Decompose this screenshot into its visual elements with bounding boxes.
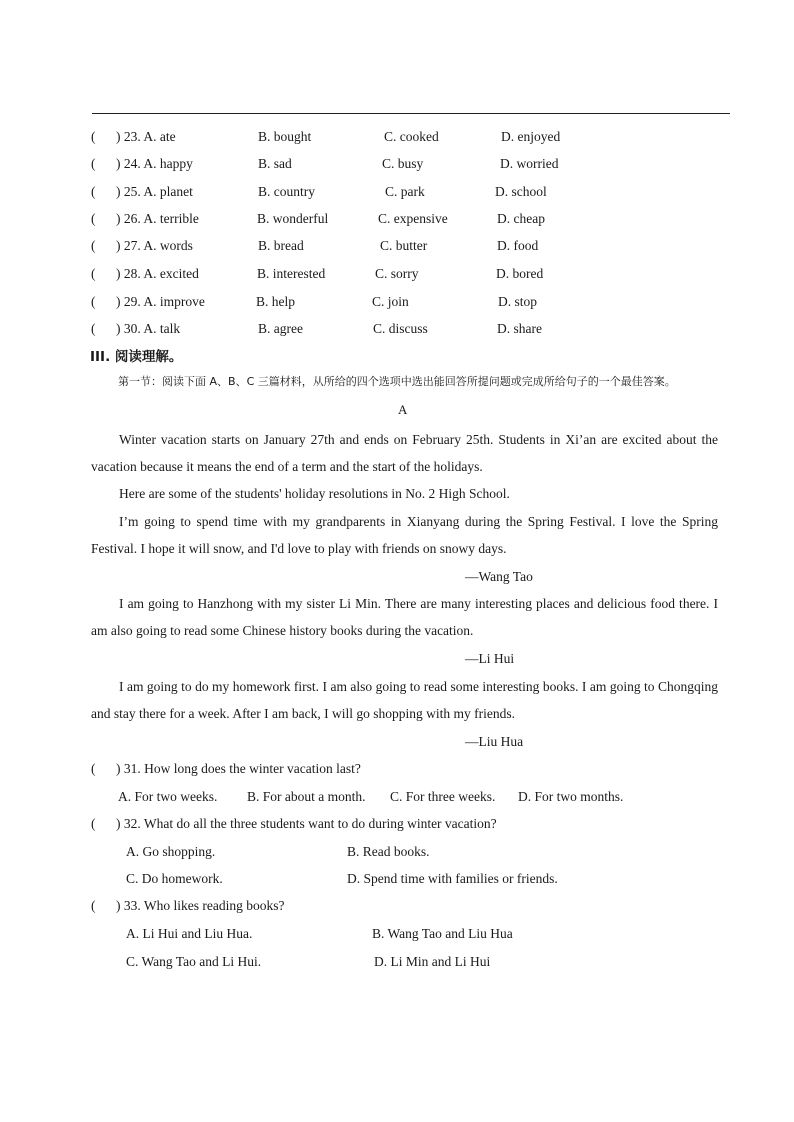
option-d: D. Li Min and Li Hui (374, 954, 491, 969)
option-c: C. Wang Tao and Li Hui. (126, 954, 262, 969)
cloze-option-d: D. stop (498, 294, 538, 309)
option-c: C. For three weeks. (390, 789, 496, 804)
option-b: B. Wang Tao and Liu Hua (372, 926, 513, 941)
option-c: C. Do homework. (126, 871, 223, 886)
cloze-option-b: B. bread (258, 238, 304, 253)
cloze-option-d: D. bored (496, 266, 544, 281)
top-rule (92, 113, 730, 114)
answer-paren: ( (91, 294, 96, 309)
section-instruction: 第一节：阅读下面 A、B、C 三篇材料，从所给的四个选项中选出能回答所提问题或完成所给句子的一个最佳答案。 (118, 375, 676, 388)
answer-paren: ( (91, 816, 96, 831)
cloze-option-b: B. interested (257, 266, 326, 281)
cloze-option-d: D. school (495, 184, 547, 199)
cloze-option-d: D. worried (500, 156, 559, 171)
passage-paragraph (91, 673, 718, 727)
answer-paren: ( (91, 129, 96, 144)
passage-paragraph (91, 590, 718, 644)
cloze-option-a: ) 27. A. words (116, 238, 193, 253)
cloze-option-b: B. help (256, 294, 295, 309)
option-a: A. For two weeks. (118, 789, 218, 804)
option-d: D. Spend time with families or friends. (347, 871, 558, 886)
cloze-option-d: D. share (497, 321, 542, 336)
cloze-option-a: ) 23. A. ate (116, 129, 176, 144)
option-b: B. Read books. (347, 844, 430, 859)
cloze-option-c: C. cooked (384, 129, 439, 144)
option-d: D. For two months. (518, 789, 624, 804)
cloze-option-b: B. wonderful (257, 211, 329, 226)
paragraph-text: I’m going to spend time with my grandparents in Xianyang during the Spring Festival. I love the Spring Festival. I hope it will snow, and I'd love to play with friends on snowy days. (91, 514, 718, 556)
passage-paragraph (91, 426, 718, 480)
paragraph-text: Here are some of the students' holiday resolutions in No. 2 High School. (119, 486, 510, 501)
cloze-option-c: C. park (385, 184, 425, 199)
answer-paren: ( (91, 266, 96, 281)
passage-letter: A (398, 402, 408, 417)
answer-paren: ( (91, 156, 96, 171)
cloze-option-c: C. discuss (373, 321, 428, 336)
option-a: A. Li Hui and Liu Hua. (126, 926, 253, 941)
paragraph-text: I am going to Hanzhong with my sister Li Min. There are many interesting places and delicious food there. I am also going to read some Chinese history books during the vacation. (91, 596, 718, 638)
cloze-option-b: B. agree (258, 321, 303, 336)
passage-paragraph (91, 480, 718, 507)
cloze-option-a: ) 26. A. terrible (116, 211, 199, 226)
cloze-option-a: ) 29. A. improve (116, 294, 205, 309)
option-b: B. For about a month. (247, 789, 366, 804)
option-a: A. Go shopping. (126, 844, 216, 859)
cloze-option-c: C. join (372, 294, 409, 309)
cloze-option-a: ) 30. A. talk (116, 321, 181, 336)
passage-paragraph (91, 508, 718, 562)
cloze-option-b: B. sad (258, 156, 292, 171)
signature-wang-tao: —Wang Tao (465, 569, 533, 584)
paragraph-text: I am going to do my homework first. I am also going to read some interesting books. I am going to Chongqing and stay there for a week. After I am back, I will go shopping with my friends. (91, 679, 718, 721)
cloze-option-b: B. bought (258, 129, 312, 144)
answer-paren: ( (91, 238, 96, 253)
cloze-option-c: C. sorry (375, 266, 419, 281)
signature-li-hui: —Li Hui (465, 651, 515, 666)
cloze-option-c: C. butter (380, 238, 428, 253)
cloze-option-c: C. busy (382, 156, 424, 171)
paragraph-text: Winter vacation starts on January 27th and ends on February 25th. Students in Xi’an are excited about the vacation because it means the end of a term and the start of the holidays. (91, 432, 718, 474)
question-stem: ) 31. How long does the winter vacation last? (116, 761, 361, 776)
cloze-option-d: D. cheap (497, 211, 545, 226)
question-stem: ) 33. Who likes reading books? (116, 898, 285, 913)
cloze-option-a: ) 25. A. planet (116, 184, 193, 199)
cloze-option-d: D. food (497, 238, 539, 253)
cloze-option-c: C. expensive (378, 211, 448, 226)
cloze-option-a: ) 24. A. happy (116, 156, 193, 171)
cloze-option-b: B. country (258, 184, 315, 199)
question-stem: ) 32. What do all the three students want to do during winter vacation? (116, 816, 497, 831)
answer-paren: ( (91, 761, 96, 776)
cloze-option-a: ) 28. A. excited (116, 266, 199, 281)
signature-liu-hua: —Liu Hua (465, 734, 524, 749)
answer-paren: ( (91, 184, 96, 199)
answer-paren: ( (91, 898, 96, 913)
answer-paren: ( (91, 211, 96, 226)
section-title: III. 阅读理解。 (90, 349, 183, 365)
answer-paren: ( (91, 321, 96, 336)
cloze-option-d: D. enjoyed (501, 129, 561, 144)
